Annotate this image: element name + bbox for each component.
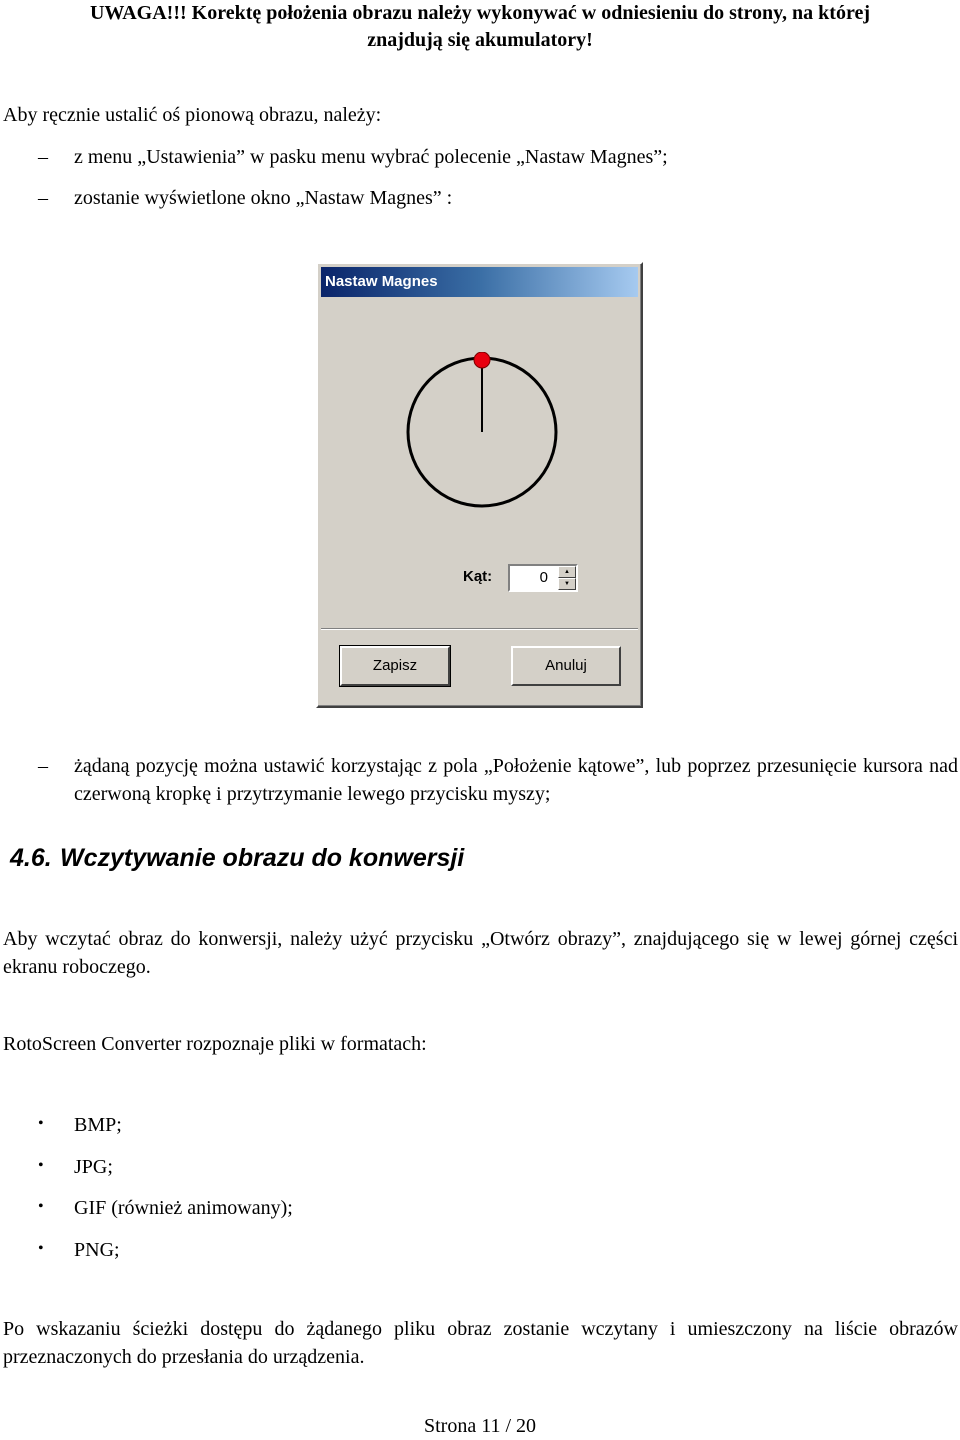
list-item [38, 1111, 122, 1139]
angle-dial[interactable] [404, 352, 560, 508]
list-item [38, 1153, 113, 1181]
angle-label: Kąt: [463, 568, 493, 585]
dialog-separator [321, 628, 638, 630]
cancel-button[interactable]: Anuluj [511, 646, 621, 686]
list-item [38, 1194, 293, 1222]
step-text: z menu „Ustawienia” w pasku menu wybrać polecenie „Nastaw Magnes”; [74, 146, 668, 168]
formats-intro: RotoScreen Converter rozpoznaje pliki w formatach: [3, 1033, 427, 1055]
spin-buttons [558, 566, 576, 590]
page-footer: Strona 11 / 20 [423, 1415, 537, 1437]
step-item [38, 143, 958, 171]
bullet-marker: • [38, 1115, 44, 1132]
nastaw-magnes-dialog [316, 262, 643, 708]
step-item [38, 752, 958, 808]
load-paragraph: Aby wczytać obraz do konwersji, należy użyć przycisku „Otwórz obrazy”, znajdującego się w lewej górnej części ekranu roboczego. [3, 928, 958, 978]
after-paragraph: Po wskazaniu ścieżki dostępu do żądanego pliku obraz zostanie wczytany i umieszczony na liście obrazów przeznaczonych do przesłania do urządzenia. [3, 1318, 958, 1368]
section-title: Wczytywanie obrazu do konwersji [60, 844, 465, 872]
step-text: żądaną pozycję można ustawić korzystając z pola „Położenie kątowe”, lub poprzez przesunięcie kursora nad czerwoną kropkę i przytrzymanie lewego przycisku myszy; [74, 755, 958, 805]
list-item [38, 1236, 120, 1264]
bullet-marker: • [38, 1240, 44, 1257]
dash-marker: – [38, 146, 48, 168]
section-number: 4.6. [10, 844, 52, 872]
format-text: GIF (również animowany); [74, 1197, 293, 1219]
dial-needle [474, 352, 490, 432]
angle-spinner[interactable] [508, 564, 578, 592]
dash-marker: – [38, 187, 48, 209]
angle-value[interactable]: 0 [539, 569, 548, 586]
bullet-marker: • [38, 1198, 44, 1215]
spin-up-icon[interactable]: ▲ [558, 566, 576, 578]
format-text: BMP; [74, 1114, 122, 1136]
step-text: zostanie wyświetlone okno „Nastaw Magnes” : [74, 187, 453, 209]
red-dot-handle[interactable] [474, 352, 490, 368]
format-text: JPG; [74, 1156, 113, 1178]
dialog-title: Nastaw Magnes [321, 267, 638, 297]
save-button[interactable]: Zapisz [340, 646, 450, 686]
section-heading [10, 842, 464, 874]
warning-text [0, 0, 960, 54]
format-text: PNG; [74, 1239, 120, 1261]
intro-paragraph: Aby ręcznie ustalić oś pionową obrazu, należy: [3, 104, 382, 126]
bullet-marker: • [38, 1157, 44, 1174]
warning-line-2: znajdują się akumulatory! [367, 29, 593, 51]
warning-line-1: UWAGA!!! Korektę położenia obrazu należy wykonywać w odniesieniu do strony, na której [89, 2, 871, 24]
dash-marker: – [38, 755, 48, 777]
step-item [38, 184, 958, 212]
spin-down-icon[interactable]: ▼ [558, 578, 576, 590]
